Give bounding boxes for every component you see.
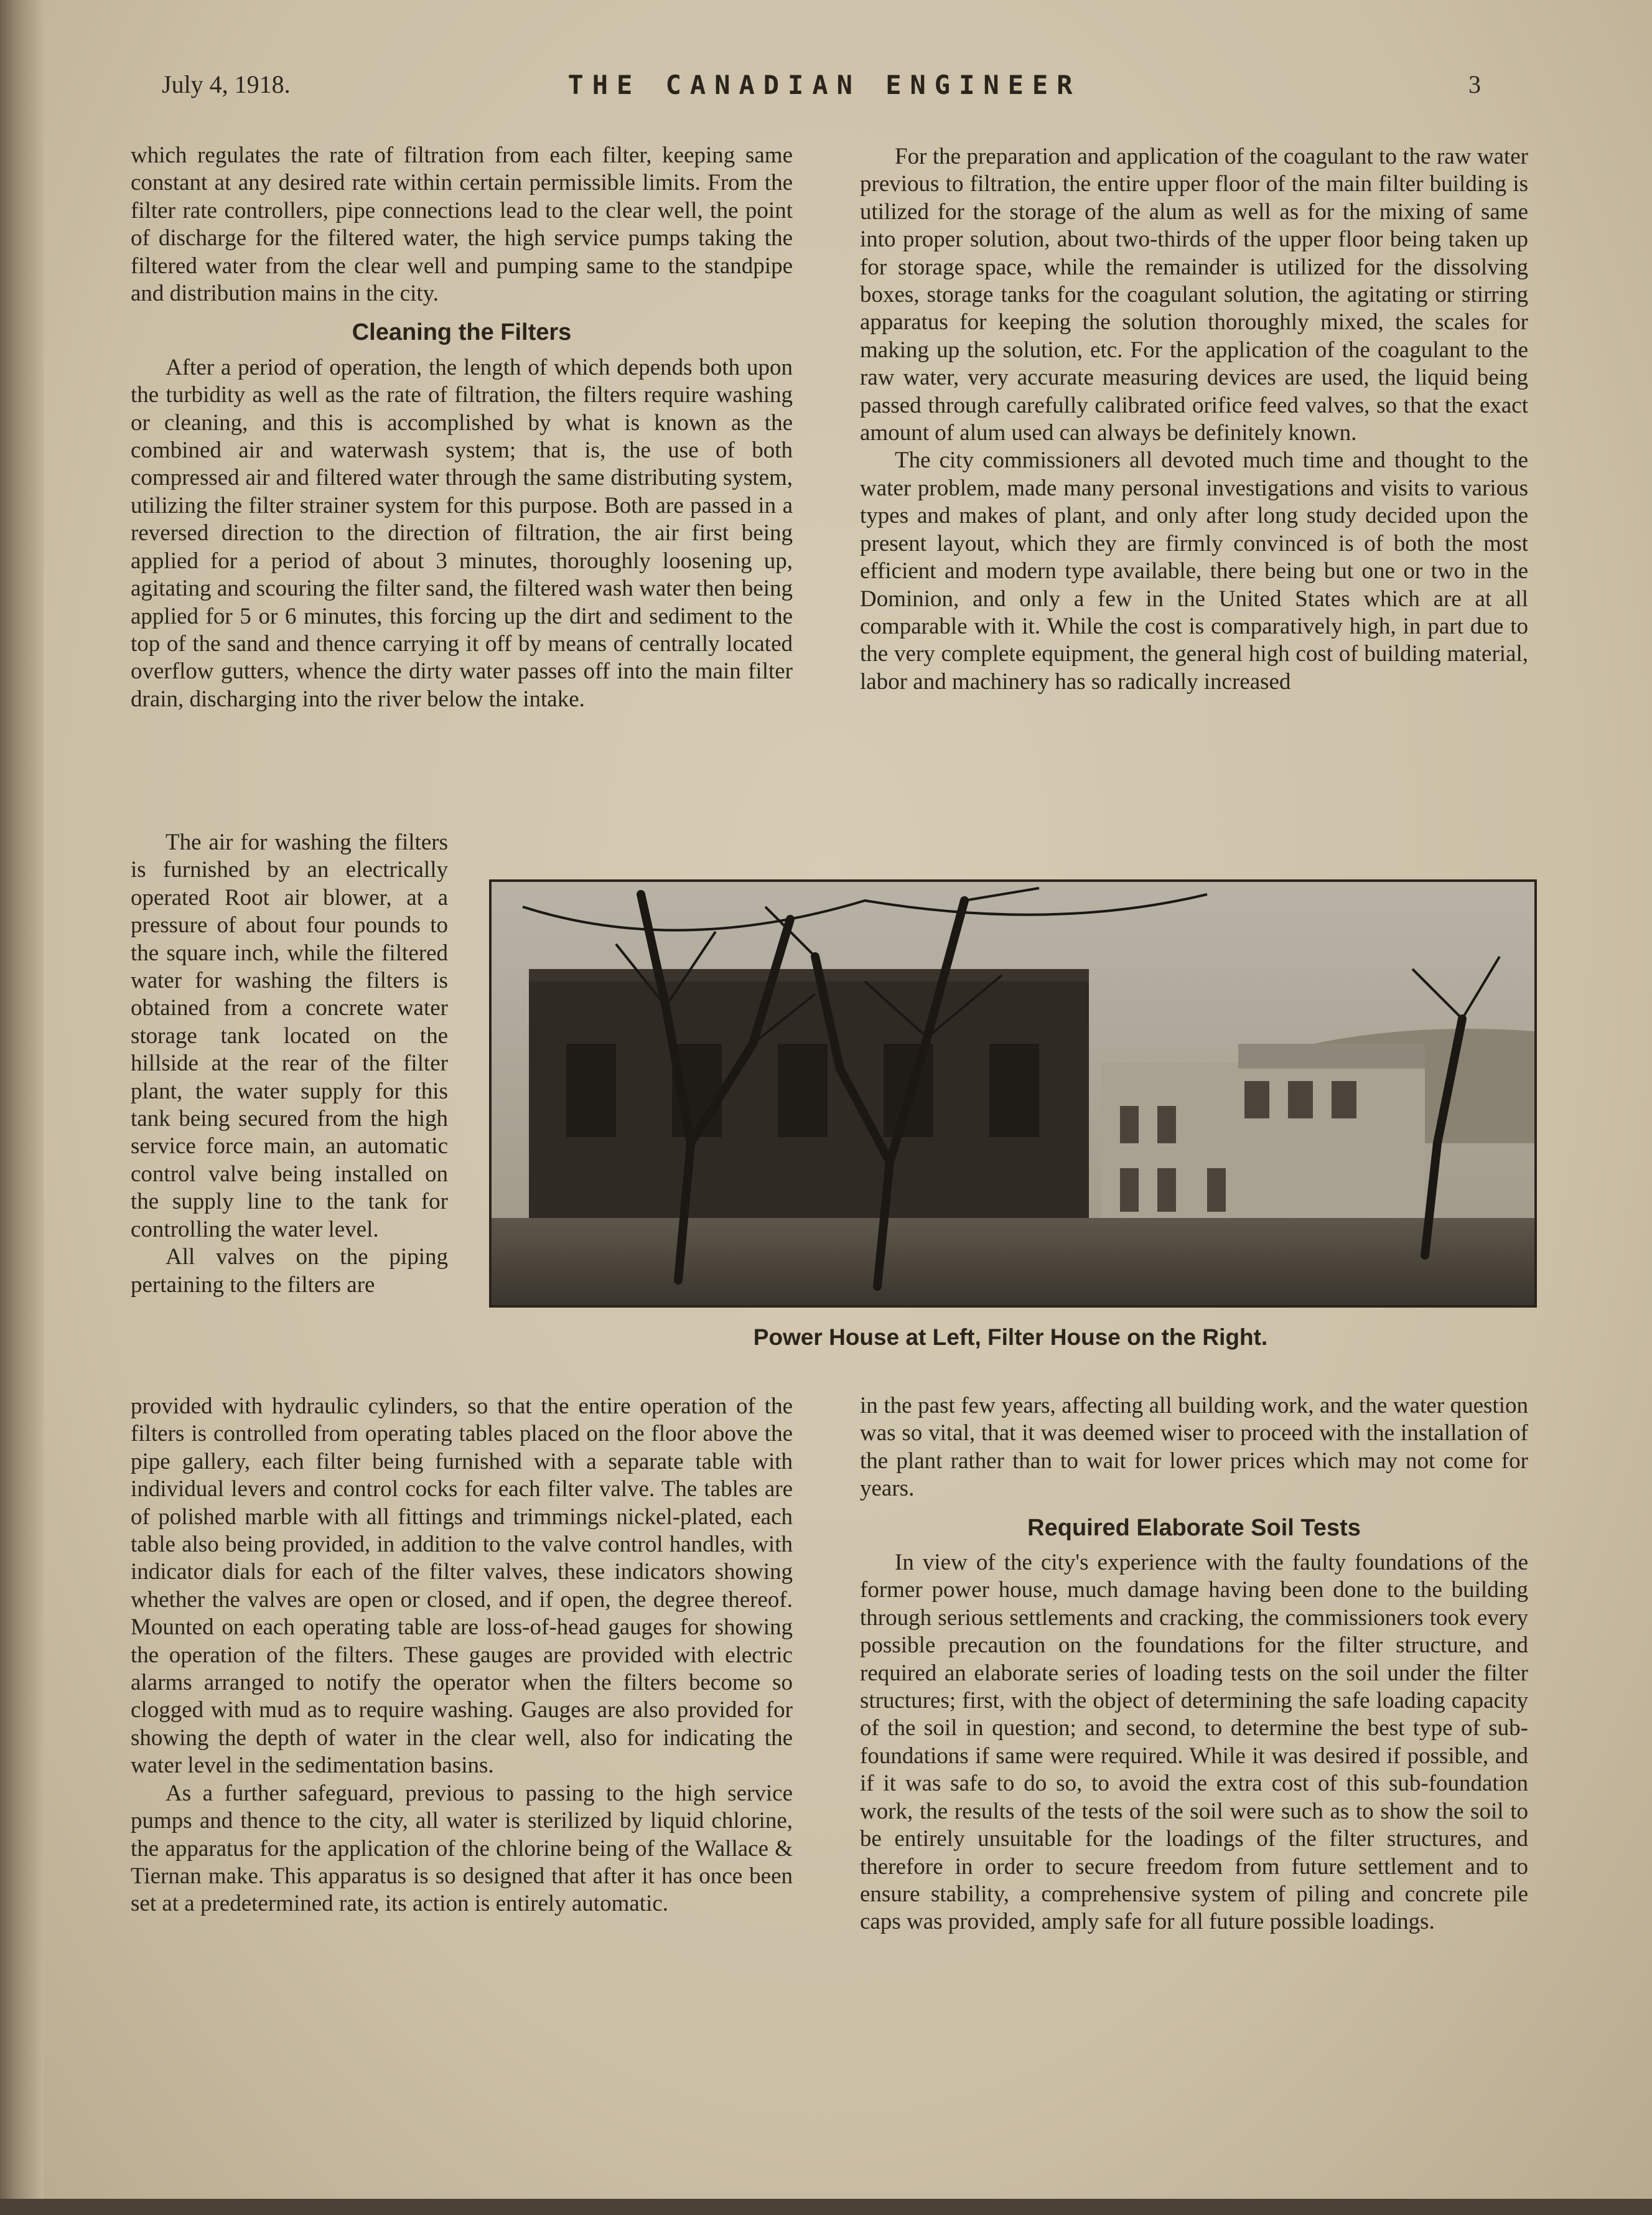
paragraph-safeguard: As a further safeguard, previous to passing to the high service pumps and thence to the city, all water is sterilized by liquid chlorine, the apparatus for the application of the chlorine being of the Wallace & Tiernan make. This apparatus is so designed that after it has once been set at a predetermined rate, its action is entirely automatic. bbox=[131, 1780, 793, 1917]
page-bottom-edge bbox=[0, 2199, 1652, 2215]
header-date: July 4, 1918. bbox=[162, 70, 291, 98]
paragraph-commissioners-continued: in the past few years, affecting all building work, and the water question was so vital, that it was deemed wiser to proceed with the installation of the plant rather than to wait for lower prices which may not come for years. bbox=[860, 1393, 1528, 1502]
paragraph-valves-continued: provided with hydraulic cylinders, so that the entire operation of the filters is controlled from operating tables placed on the floor above the pipe gallery, each filter being furnished with a separate table with individual levers and control cocks for each filter valve. The tables are of polished marble with all fittings and trimmings nickel-plated, each table also being provided, in addition to the valve control handles, with indicator dials for each of the filter valves, these indicators showing whether the valves are open or closed, and if open, the degree thereof. Mounted on each operating table are loss-of-head gauges for showing the operation of the filters. These gauges are provided with electric alarms arranged to notify the operator when the filters become so clogged with mud as to require washing. Gauges are also provided for showing the depth of water in the clear well, also for indicating the water level in the sedimentation basins. bbox=[131, 1393, 793, 1779]
paragraph-intro: which regulates the rate of filtration from each filter, keeping same constant at any desired rate within certain permissible limits. From the filter rate controllers, pipe connections lead to the clear well, the point of discharge for the filtered water, the high service pumps taking the filtered water from the clear well and pumping same to the standpipe and distribution mains in the city. bbox=[131, 143, 793, 307]
heading-cleaning-filters: Cleaning the Filters bbox=[352, 319, 572, 346]
paragraph-air-washing: The air for washing the filters is furnished by an electrically operated Root air blower, at a pressure of about four pounds to the square inch, while the filtered water for washing the filters is obtained from a concrete water storage tank located on the hillside at the rear of the filter plant, the water supply for this tank being secured from the high service force main, an automatic control valve being installed on the supply line to the tank for controlling the water level. bbox=[131, 830, 448, 1242]
heading-soil-tests: Required Elaborate Soil Tests bbox=[1027, 1514, 1361, 1541]
column-left-bottom bbox=[131, 1393, 793, 1918]
paragraph-cleaning: After a period of operation, the length of which depends both upon the turbidity as well as the rate of filtration, the filters require washing or cleaning, and this is accomplished by what is known as the combined air and waterwash system; that is, the use of both compressed air and filtered water through the same distributing system, utilizing the filter strainer system for this purpose. Both are passed in a reversed direction to the direction of filtration, the air first being applied for a period of about 3 minutes, thoroughly loosening up, agitating and scouring the filter sand, the filtered wash water then being applied for 5 or 6 minutes, this forcing up the dirt and sediment to the top of the sand and thence carrying it off by means of centrally located overflow gutters, whence the dirty water passes off into the main filter drain, discharging into the river below the intake. bbox=[131, 354, 793, 712]
paragraph-commissioners: The city commissioners all devoted much time and thought to the water problem, made many personal investigations and visits to various types and makes of plant, and only after long study decided upon the present layout, which they are firmly convinced is of both the most efficient and modern type available, there being but one or two in the Dominion, and only a few in the United States which are at all comparable with it. While the cost is comparatively high, in part due to the very complete equipment, the general high cost of building material, labor and machinery has so radically increased bbox=[860, 447, 1528, 695]
page-number: 3 bbox=[1468, 70, 1481, 98]
column-right-top bbox=[860, 143, 1528, 696]
journal-title: THE CANADIAN ENGINEER bbox=[567, 70, 1081, 100]
paragraph-soil-tests: In view of the city's experience with the faulty foundations of the former power house, much damage having been done to the building through serious settlements and cracking, the commissioners took every possible precaution on the foundations for the filter structure, and required an elaborate series of loading tests on the soil under the filter structures; first, with the object of determining the safe loading capacity of the soil in question; and second, to determine the best type of sub-foundations if same were required. While it was desired if possible, and if it was safe to do so, to avoid the extra cost of this sub-foundation work, the results of the tests of the soil were such as to show the soil to be entirely unsuitable for the loadings of the filter structures, and therefore in order to secure freedom from future settlement and to ensure stability, a comprehensive system of piling and concrete pile caps was provided, amply safe for all future possible loadings. bbox=[860, 1550, 1528, 1935]
page-header bbox=[156, 70, 1493, 107]
paragraph-valves-start: All valves on the piping pertaining to the filters are bbox=[131, 1244, 448, 1298]
paragraph-coagulant: For the preparation and application of the coagulant to the raw water previous to filtration, the entire upper floor of the main filter building is utilized for the storage of the alum as well as for the mixing of same into proper solution, about two-thirds of the upper floor being taken up for storage space, while the remainder is utilized for the dissolving boxes, storage tanks for the coagulant solution, the agitating or stirring apparatus for keeping the solution thoroughly mixed, the scales for making up the solution, etc. For the application of the coagulant to the raw water, very accurate measuring devices are used, the liquid being passed through carefully calibrated orifice feed valves, so that the exact amount of alum used can always be definitely known. bbox=[860, 144, 1528, 446]
photo-power-house-filter-house bbox=[489, 879, 1537, 1308]
column-left-top bbox=[131, 142, 793, 713]
ground bbox=[492, 1218, 1534, 1305]
photo-caption: Power House at Left, Filter House on the Right. bbox=[753, 1324, 1268, 1350]
power-house-roofline bbox=[529, 969, 1089, 981]
binding-edge bbox=[0, 0, 44, 2215]
column-right-bottom bbox=[860, 1392, 1528, 1936]
photo-illustration bbox=[492, 882, 1534, 1305]
column-left-narrow bbox=[131, 829, 448, 1299]
filter-house-upper bbox=[1238, 1044, 1425, 1069]
